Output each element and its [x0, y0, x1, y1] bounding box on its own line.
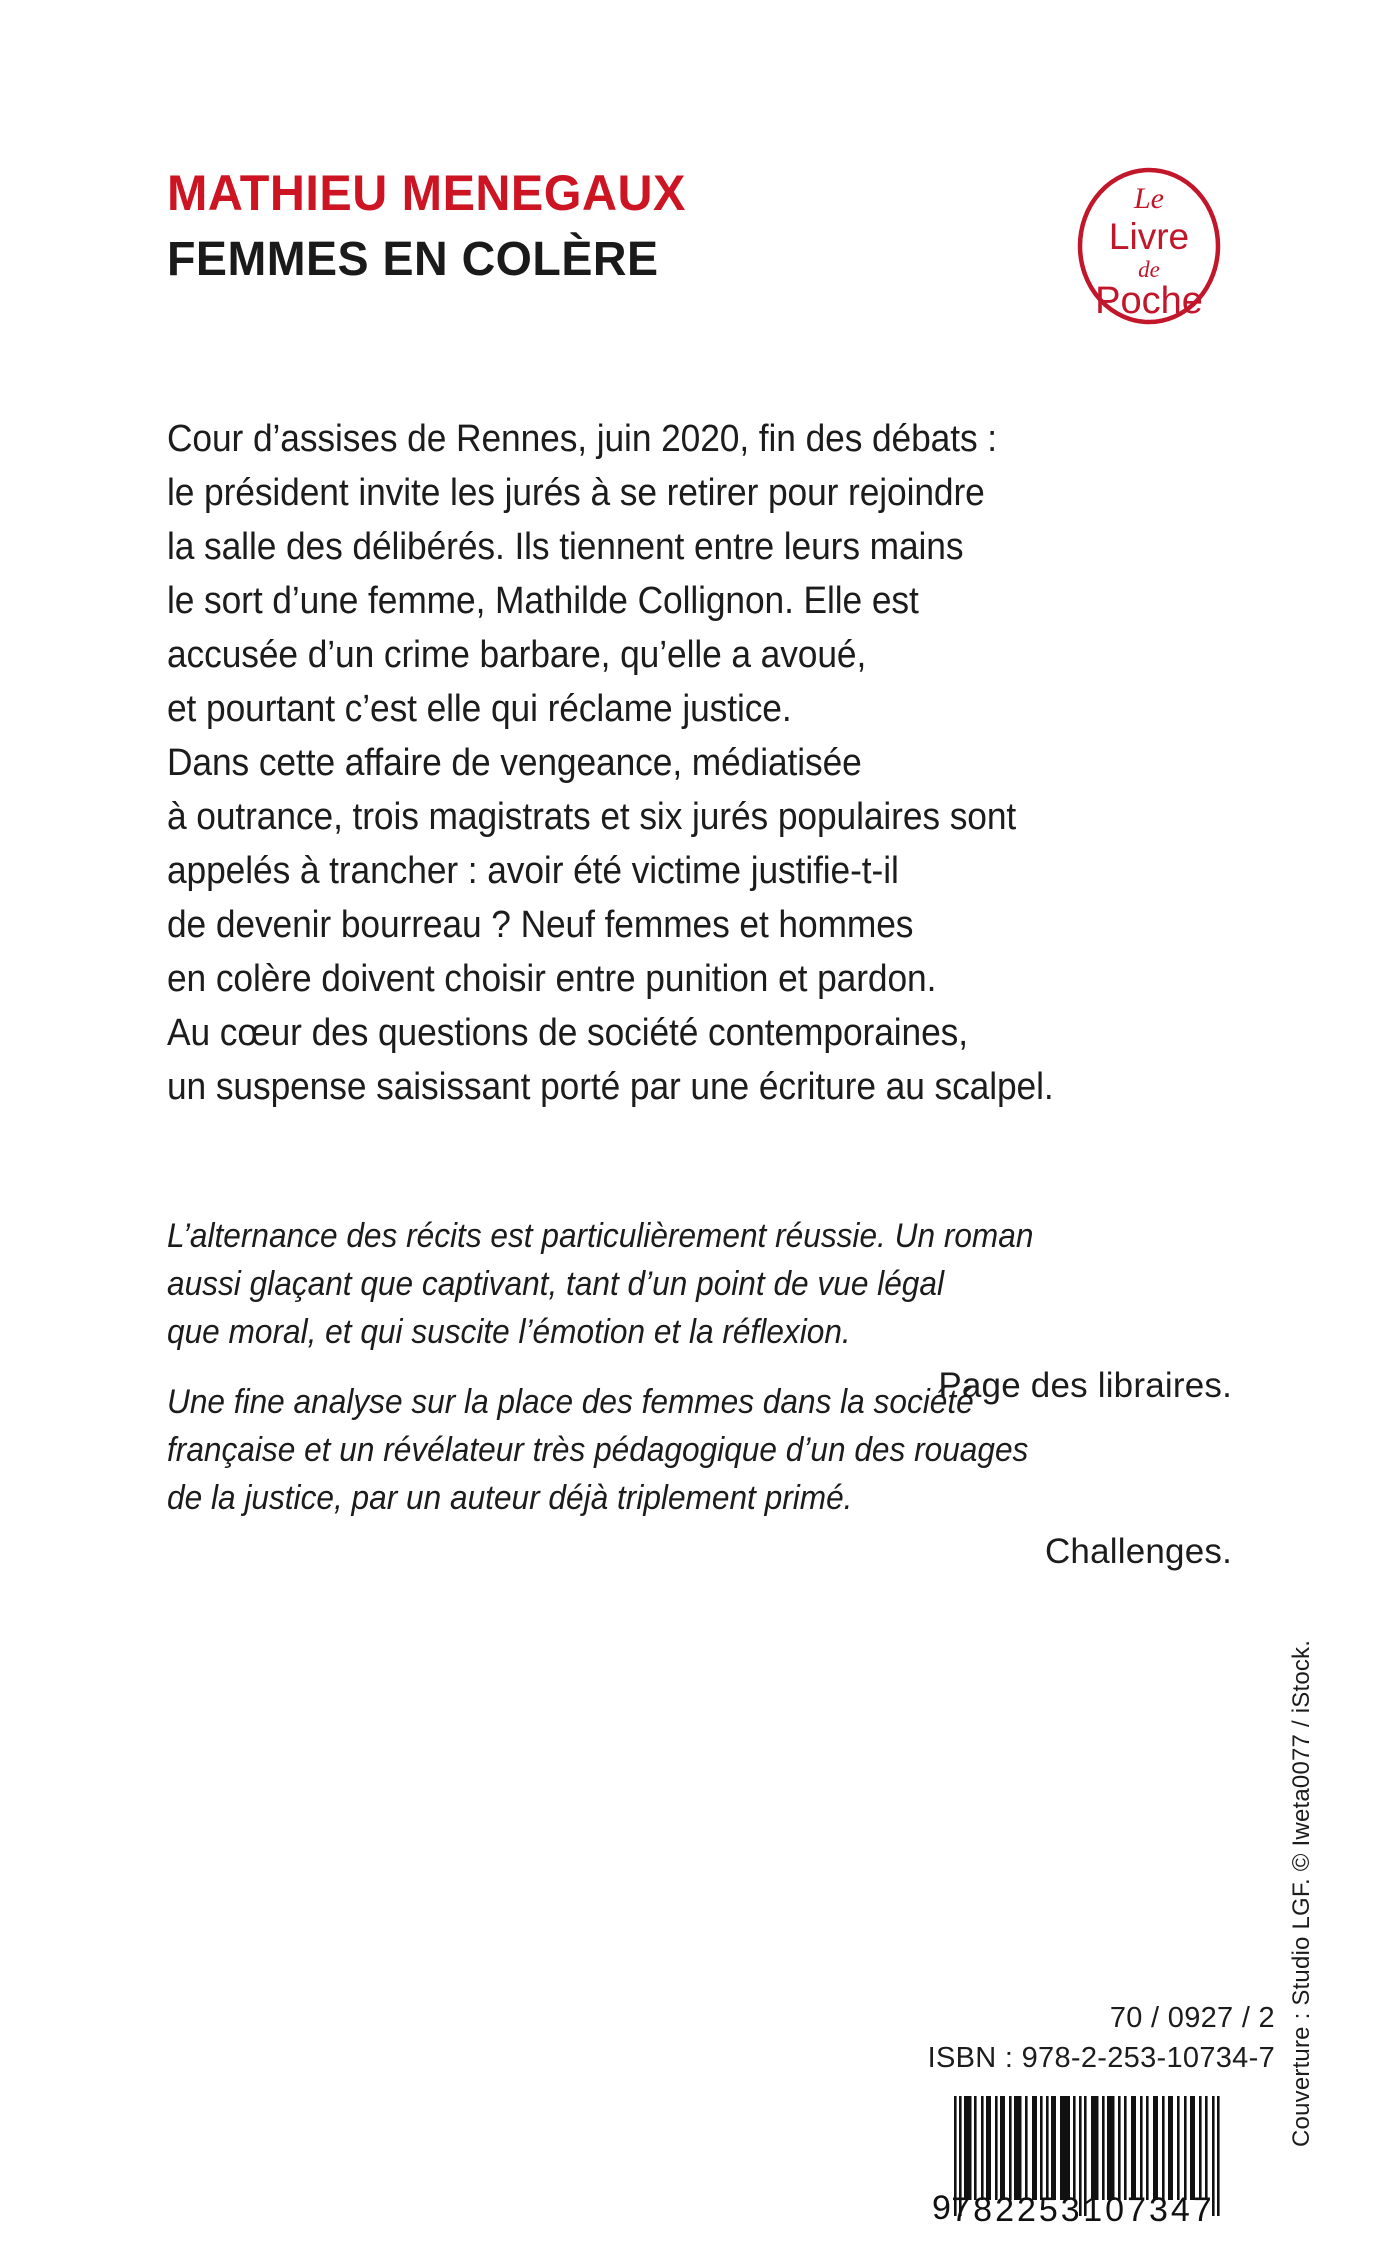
blurb-line: le sort d’une femme, Mathilde Collignon. Elle est — [167, 580, 919, 622]
blurb-line: et pourtant c’est elle qui réclame justice. — [167, 688, 792, 730]
cover-credit: Couverture : Studio LGF. © Iweta0077 / iStock. — [1288, 1639, 1315, 2147]
quote-line: française et un révélateur très pédagogique d’un des rouages — [167, 1431, 1029, 1469]
quote-line: que moral, et qui suscite l’émotion et la réflexion. — [167, 1313, 851, 1351]
blurb-line: accusée d’un crime barbare, qu’elle a avoué, — [167, 634, 867, 676]
blurb-line: à outrance, trois magistrats et six jurés populaires sont — [167, 796, 1017, 838]
isbn-number: ISBN : 978-2-253-10734-7 — [927, 2042, 1275, 2074]
quote-line: L’alternance des récits est particulièrement réussie. Un roman — [167, 1217, 1034, 1255]
barcode-right-digits: 107347 — [1083, 2191, 1215, 2229]
blurb-line: Cour d’assises de Rennes, juin 2020, fin des débats : — [167, 418, 998, 460]
barcode-lead-digit: 9 — [932, 2189, 951, 2227]
quote-line: Une fine analyse sur la place des femmes dans la société — [167, 1383, 974, 1421]
blurb-line: appelés à trancher : avoir été victime justifie-t-il — [167, 850, 899, 892]
barcode-left-digits: 782253 — [951, 2191, 1083, 2229]
isbn-block — [928, 1998, 1275, 2078]
blurb-line: Au cœur des questions de société contemporaines, — [167, 1012, 968, 1054]
catalog-code: 70 / 0927 / 2 — [1109, 2002, 1275, 2034]
blurb-line: de devenir bourreau ? Neuf femmes et hommes — [167, 904, 914, 946]
ean13-barcode — [912, 2094, 1252, 2252]
quote-source: Page des libraires. — [938, 1366, 1232, 1405]
book-blurb — [167, 412, 1232, 1114]
logo-text-livre: Livre — [1108, 216, 1190, 257]
book-title: FEMMES EN COLÈRE — [167, 233, 659, 286]
quote-source: Challenges. — [1044, 1532, 1232, 1571]
cover-header — [167, 165, 1047, 286]
blurb-line: en colère doivent choisir entre punition et pardon. — [167, 958, 937, 1000]
logo-text-de: de — [1138, 257, 1160, 282]
blurb-line: le président invite les jurés à se retirer pour rejoindre — [167, 472, 985, 514]
author-name: MATHIEU MENEGAUX — [167, 165, 686, 221]
le-livre-de-poche-logo — [1075, 167, 1223, 325]
blurb-line: la salle des délibérés. Ils tiennent entre leurs mains — [167, 526, 964, 568]
logo-text-poche: Poche — [1095, 280, 1203, 322]
logo-text-le: Le — [1134, 182, 1164, 215]
blurb-line: Dans cette affaire de vengeance, médiatisée — [167, 742, 862, 784]
quote-line: de la justice, par un auteur déjà triplement primé. — [167, 1479, 853, 1517]
blurb-line: un suspense saisissant porté par une écriture au scalpel. — [167, 1066, 1054, 1108]
quote-line: aussi glaçant que captivant, tant d’un point de vue légal — [167, 1265, 945, 1303]
press-quote-2 — [167, 1378, 1232, 1582]
